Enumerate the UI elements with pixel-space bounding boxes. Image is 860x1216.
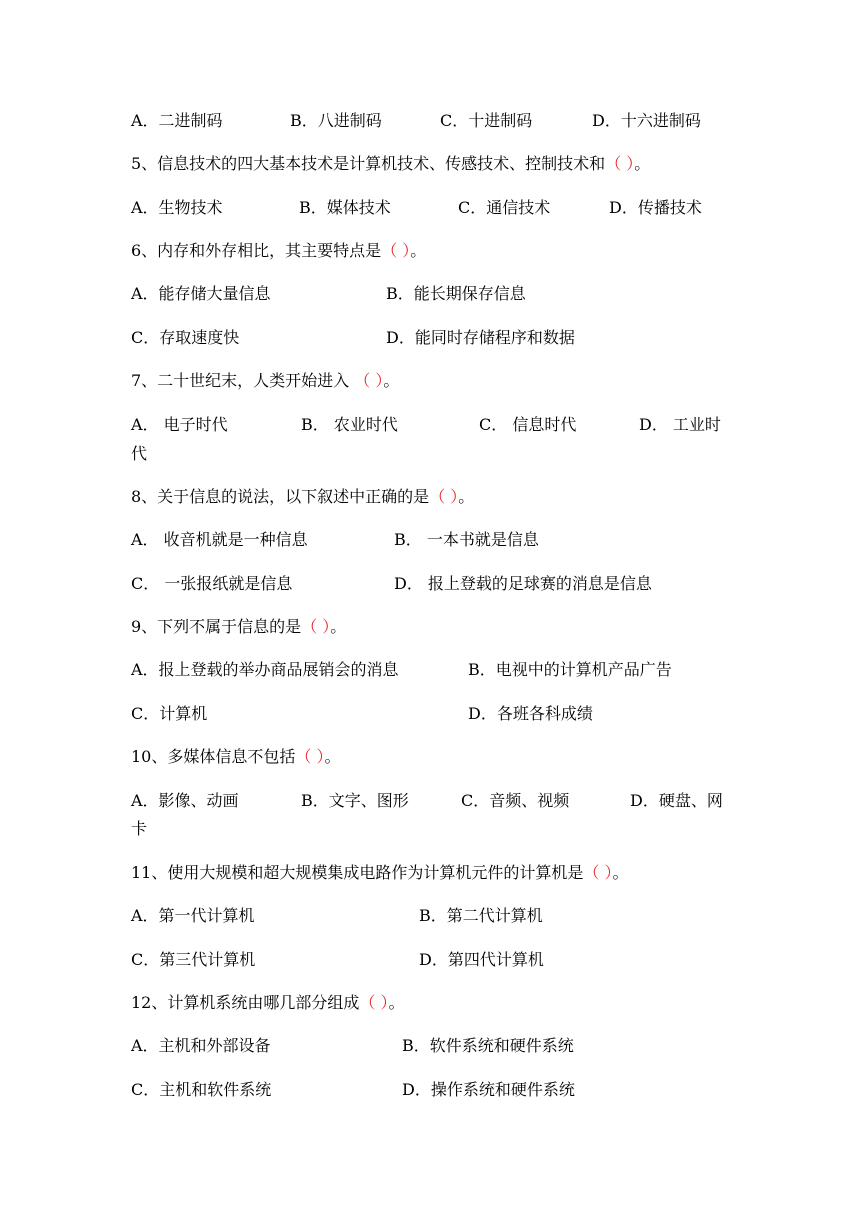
- q8-answer-blank: （ ）: [429, 487, 459, 506]
- q5-stem: [131, 154, 650, 174]
- q12-stem: [131, 993, 404, 1013]
- q11-option-c: C．第三代计算机: [131, 950, 256, 969]
- q9-stem-text: 9、下列不属于信息的是: [131, 617, 302, 636]
- q5-option-a: A．生物技术: [131, 198, 223, 217]
- q5-option-d: D．传播技术: [609, 198, 702, 217]
- q6-option-c: C．存取速度快: [131, 328, 240, 347]
- q6-stem-text: 6、内存和外存相比，其主要特点是: [131, 241, 382, 260]
- q12-option-d: D．操作系统和硬件系统: [402, 1080, 575, 1099]
- q10-stem: [131, 747, 340, 767]
- q6-option-a: A．能存储大量信息: [131, 284, 271, 303]
- q9-answer-blank: （ ）: [301, 617, 331, 636]
- q12-option-a: A．主机和外部设备: [131, 1036, 271, 1055]
- q8-stem-end: 。: [458, 487, 475, 506]
- q5-stem-text: 5、信息技术的四大基本技术是计算机技术、传感技术、控制技术和: [131, 154, 606, 173]
- q7-answer-blank: （ ）: [354, 371, 384, 390]
- q7-option-d-wrap: 代: [131, 444, 148, 463]
- q10-option-b: B．文字、图形: [301, 791, 409, 810]
- q7-option-b: B． 农业时代: [301, 415, 398, 434]
- q6-option-b: B．能长期保存信息: [386, 284, 526, 303]
- q7-option-c: C． 信息时代: [479, 415, 577, 434]
- q11-answer-blank: （ ）: [583, 863, 613, 882]
- q6-option-d: D．能同时存储程序和数据: [386, 328, 575, 347]
- q10-option-d-wrap: 卡: [131, 819, 148, 838]
- q11-option-d: D．第四代计算机: [419, 950, 544, 969]
- q7-option-a: A． 电子时代: [131, 415, 228, 434]
- q9-option-a: A．报上登载的举办商品展销会的消息: [131, 660, 399, 679]
- q7-stem-end: 。: [383, 371, 400, 390]
- q7-stem: [131, 371, 399, 391]
- q9-stem-end: 。: [330, 617, 347, 636]
- q7-option-d: D． 工业时: [639, 415, 721, 434]
- q4-option-c: C．十进制码: [440, 111, 533, 130]
- q11-option-b: B．第二代计算机: [419, 906, 543, 925]
- q9-option-d: D．各班各科成绩: [468, 704, 593, 723]
- q11-option-a: A．第一代计算机: [131, 906, 255, 925]
- q6-stem-end: 。: [410, 241, 427, 260]
- q6-stem: [131, 241, 426, 261]
- q9-stem: [131, 617, 346, 637]
- q8-option-c: C． 一张报纸就是信息: [131, 574, 293, 593]
- q12-answer-blank: （ ）: [359, 993, 389, 1012]
- q11-stem-end: 。: [612, 863, 629, 882]
- q5-option-b: B．媒体技术: [299, 198, 391, 217]
- q8-stem-text: 8、关于信息的说法，以下叙述中正确的是: [131, 487, 430, 506]
- q10-option-d: D．硬盘、网: [630, 791, 723, 810]
- q8-option-a: A． 收音机就是一种信息: [131, 530, 308, 549]
- q5-option-c: C．通信技术: [458, 198, 551, 217]
- q8-stem: [131, 487, 474, 507]
- q4-option-b: B．八进制码: [290, 111, 382, 130]
- q11-stem: [131, 863, 628, 883]
- q12-option-b: B．软件系统和硬件系统: [402, 1036, 574, 1055]
- q9-option-b: B．电视中的计算机产品广告: [468, 660, 672, 679]
- q5-stem-end: 。: [634, 154, 651, 173]
- q10-option-c: C．音频、视频: [461, 791, 570, 810]
- q9-option-c: C．计算机: [131, 704, 208, 723]
- q12-stem-end: 。: [388, 993, 405, 1012]
- q10-option-a: A．影像、动画: [131, 791, 239, 810]
- q6-answer-blank: （ ）: [381, 241, 411, 260]
- q10-stem-text: 10、多媒体信息不包括: [131, 747, 296, 766]
- q8-option-b: B． 一本书就是信息: [394, 530, 539, 549]
- q4-option-a: A．二进制码: [131, 111, 223, 130]
- q7-stem-text: 7、二十世纪末，人类开始进入: [131, 371, 355, 390]
- q12-stem-text: 12、计算机系统由哪几部分组成: [131, 993, 360, 1012]
- q11-stem-text: 11、使用大规模和超大规模集成电路作为计算机元件的计算机是: [131, 863, 584, 882]
- q5-answer-blank: （ ）: [605, 154, 635, 173]
- q12-option-c: C．主机和软件系统: [131, 1080, 272, 1099]
- q10-stem-end: 。: [324, 747, 341, 766]
- q8-option-d: D． 报上登载的足球赛的消息是信息: [394, 574, 652, 593]
- q10-answer-blank: （ ）: [295, 747, 325, 766]
- q4-option-d: D．十六进制码: [592, 111, 701, 130]
